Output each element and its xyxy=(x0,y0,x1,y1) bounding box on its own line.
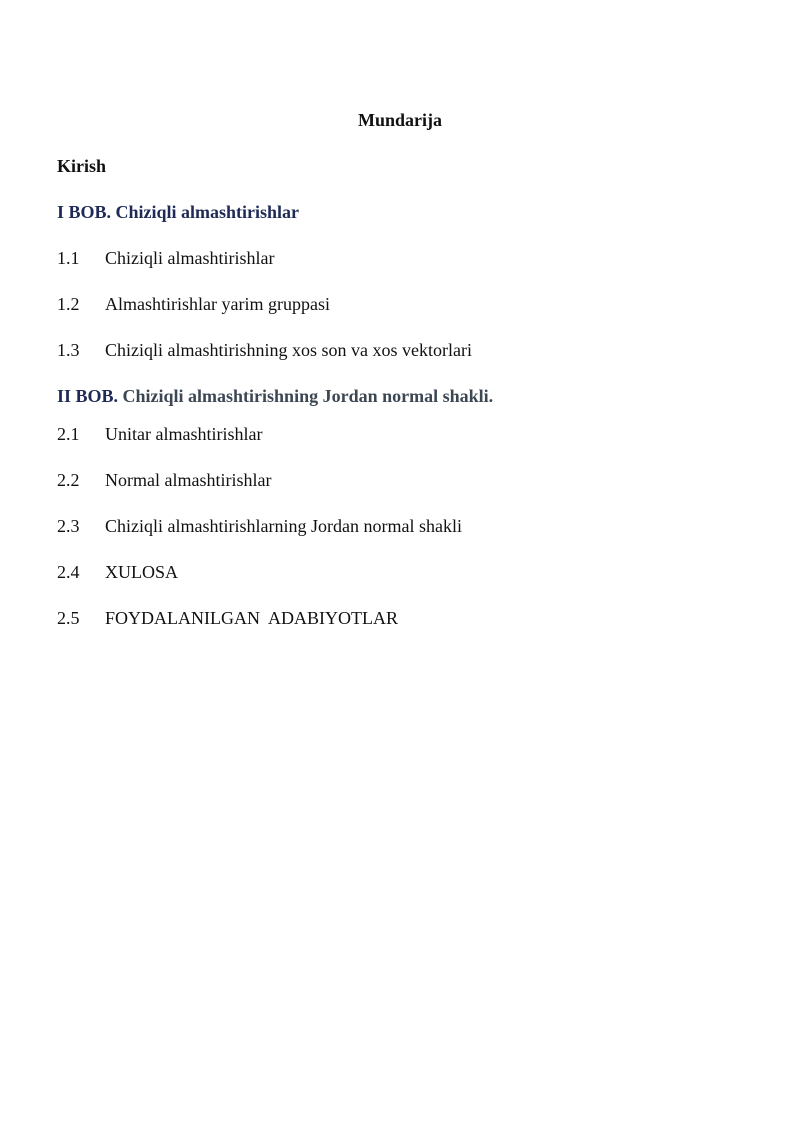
toc-entry-number: 2.2 xyxy=(57,470,80,490)
toc-entry xyxy=(57,608,398,629)
toc-entry xyxy=(57,562,178,583)
toc-entry-text: Normal almashtirishlar xyxy=(105,470,272,490)
toc-entry xyxy=(57,424,262,445)
chapter1-title: Chiziqli almashtirishlar xyxy=(115,202,300,222)
chapter1-heading xyxy=(57,202,299,223)
toc-entry-text: Chiziqli almashtirishlar xyxy=(105,248,275,268)
intro-heading: Kirish xyxy=(57,156,107,176)
toc-entry-text: FOYDALANILGAN ADABIYOTLAR xyxy=(105,608,398,628)
toc-entry-text: XULOSA xyxy=(105,562,179,582)
toc-entry-text: Chiziqli almashtirishning xos son va xos vektorlari xyxy=(105,340,472,360)
toc-entry-number: 1.1 xyxy=(57,248,80,268)
toc-entry xyxy=(57,294,330,315)
chapter2-heading xyxy=(57,386,493,407)
toc-entry xyxy=(57,470,271,491)
toc-entry-text: Almashtirishlar yarim gruppasi xyxy=(105,294,330,314)
toc-entry xyxy=(57,516,462,537)
toc-entry-number: 1.2 xyxy=(57,294,80,314)
toc-entry-number: 2.5 xyxy=(57,608,80,628)
toc-entry xyxy=(57,248,274,269)
toc-entry-text: Unitar almashtirishlar xyxy=(105,424,263,444)
chapter1-prefix: I BOB. xyxy=(57,202,112,222)
toc-entry-number: 2.1 xyxy=(57,424,80,444)
toc-entry-number: 2.3 xyxy=(57,516,80,536)
page-title: Mundarija xyxy=(357,110,442,130)
chapter2-prefix: II BOB. xyxy=(57,386,119,406)
toc-entry-number: 2.4 xyxy=(57,562,80,582)
toc-entry-text: Chiziqli almashtirishlarning Jordan normal shakli xyxy=(105,516,462,536)
toc-entry xyxy=(57,340,472,361)
toc-entry-number: 1.3 xyxy=(57,340,80,360)
chapter2-title: Chiziqli almashtirishning Jordan normal shakli. xyxy=(122,386,494,406)
